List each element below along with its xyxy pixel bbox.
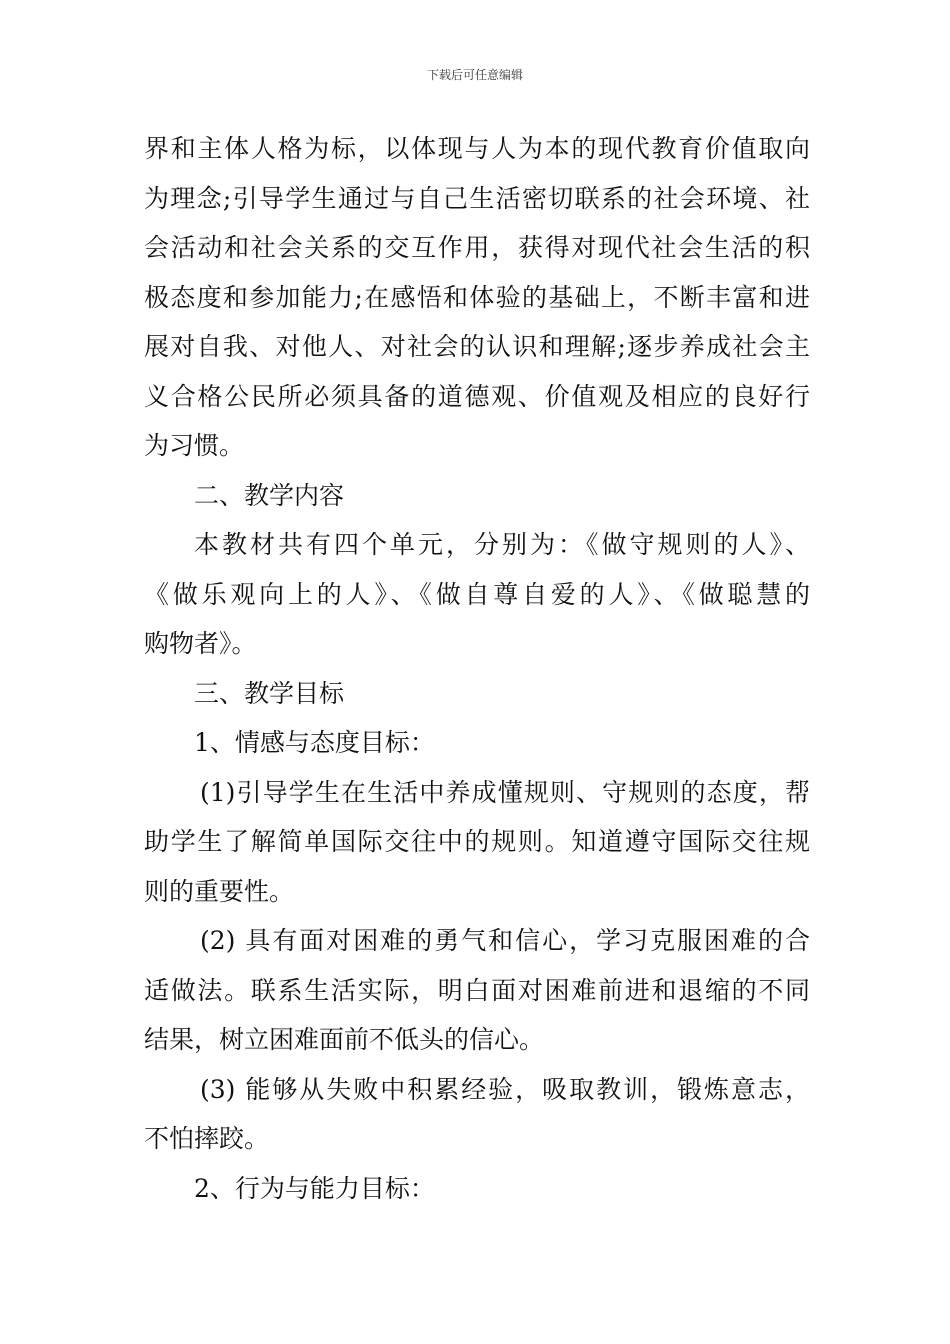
text-line: 结果，树立困难面前不低头的信心。 <box>144 1025 545 1054</box>
text-line: 三、教学目标 <box>194 678 345 708</box>
text-line: 2、行为与能力目标： <box>194 1173 435 1203</box>
document-body <box>144 124 810 1213</box>
text-line: 助学生了解简单国际交往中的规则。知道遵守国际交往规 <box>144 827 810 856</box>
text-line: 展对自我、对他人、对社会的认识和理解;逐步养成社会主 <box>144 332 810 361</box>
text-line: 会活动和社会关系的交互作用，获得对现代社会生活的积 <box>144 233 810 262</box>
text-line: 为理念;引导学生通过与自己生活密切联系的社会环境、社 <box>144 183 810 213</box>
text-line: (1)引导学生在生活中养成懂规则、守规则的态度，帮 <box>200 777 810 807</box>
text-line: 1、情感与态度目标： <box>194 728 435 757</box>
text-line: (2) 具有面对困难的勇气和信心，学习克服困难的合 <box>200 926 810 955</box>
text-line: 极态度和参加能力;在感悟和体验的基础上，不断丰富和进 <box>144 282 810 312</box>
text-line: 不怕摔跤。 <box>144 1124 270 1153</box>
text-line: 则的重要性。 <box>144 876 295 906</box>
text-line: 义合格公民所必须具备的道德观、价值观及相应的良好行 <box>144 381 810 411</box>
text-line: 为习惯。 <box>144 431 245 460</box>
text-line: 界和主体人格为标，以体现与人为本的现代教育价值取向 <box>144 134 810 163</box>
text-line: (3) 能够从失败中积累经验，吸取教训，锻炼意志， <box>200 1074 810 1104</box>
page-header: 下载后可任意编辑 <box>426 68 523 82</box>
text-line: 二、教学内容 <box>194 480 345 510</box>
text-line: 适做法。联系生活实际，明白面对困难前进和退缩的不同 <box>144 975 810 1005</box>
text-line: 购物者》。 <box>144 629 257 658</box>
text-line: 本教材共有四个单元，分别为：《做守规则的人》、 <box>194 530 810 559</box>
text-line: 《做乐观向上的人》、《做自尊自爱的人》、《做聪慧的 <box>144 579 810 609</box>
